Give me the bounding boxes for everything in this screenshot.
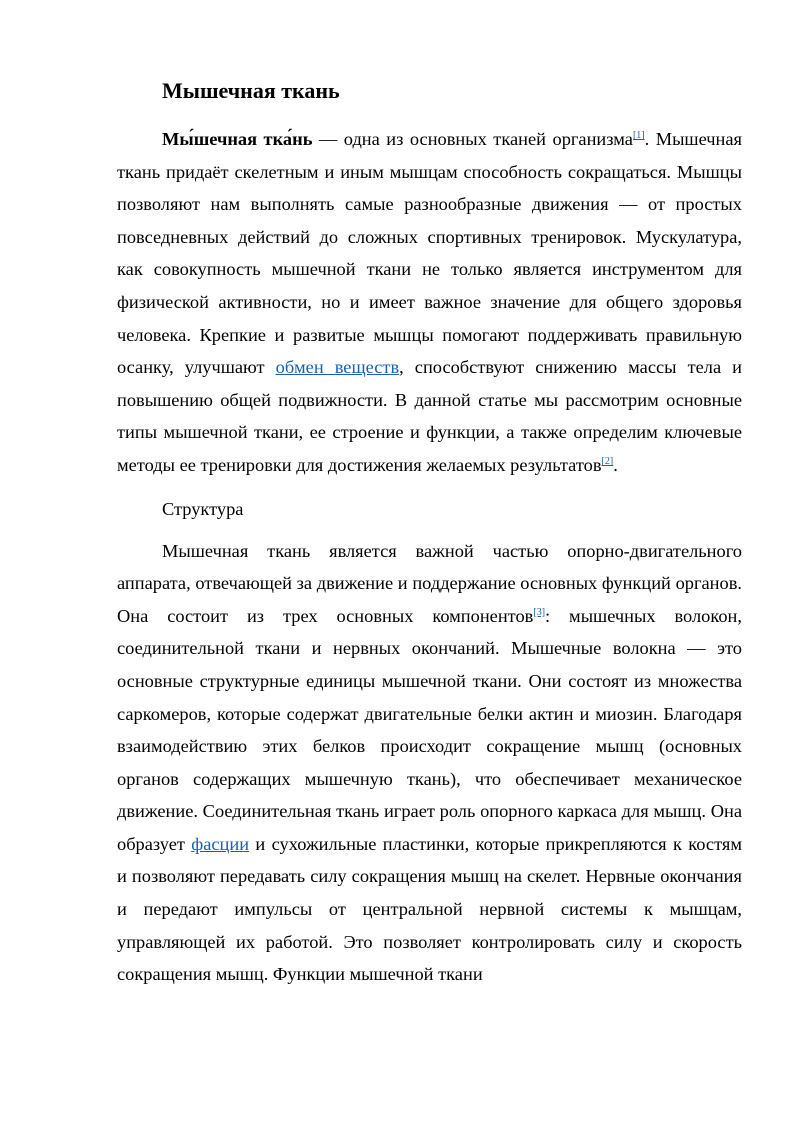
footnote-ref-1[interactable] bbox=[633, 130, 645, 141]
intro-text-4: . bbox=[613, 454, 618, 475]
footnote-link-1[interactable]: [1] bbox=[632, 130, 645, 141]
intro-text-3: , способствуют снижению массы тела и повышению общей подвижности. В данной статье мы рассмотрим основные типы мышечной ткани, ее строение и функции, а также определим ключевые методы ее тренировки для достижения желаемых результатов bbox=[117, 357, 743, 475]
section-heading-structure: Структура bbox=[162, 498, 244, 519]
fascia-link[interactable]: фасции bbox=[191, 833, 250, 854]
document-page bbox=[117, 74, 742, 991]
intro-text-2: . Мышечная ткань придаёт скелетным и иным мышцам способность сокращаться. Мышцы позволяют нам выполнять самые разнообразные движения — от простых повседневных действий до сложных спортивных тренировок. Мускулатура, как совокупность мышечной ткани не только является инструментом для физической активности, но и имеет важное значение для общего здоровья человека. Крепкие и развитые мышцы помогают поддерживать правильную осанку, улучшают bbox=[117, 129, 743, 378]
structure-text-2: : мышечных волокон, соединительной ткани и нервных окончаний. Мышечные волокна — это основные структурные единицы мышечной ткани. Они состоят из множества саркомеров, которые содержат двигательные белки актин и миозин. Благодаря взаимодействию этих белков происходит сокращение мышц (основных органов содержащих мышечную ткань), что обеспечивает механическое движение. Соединительная ткань играет роль опорного каркаса для мышц. Она образует bbox=[117, 605, 742, 854]
intro-text-1: — одна из основных тканей организма bbox=[312, 129, 633, 149]
structure-text-3: и сухожильные пластинки, которые прикрепляются к костям и позволяют передавать силу сокращения мышц на скелет. Нервные окончания и передают импульсы от центральной нервной системы к мышцам, управляющей их работой. Это позволяет контролировать силу и скорость сокращения мышц. Функции мышечной ткани bbox=[117, 833, 742, 985]
footnote-link-2[interactable]: [2] bbox=[601, 455, 614, 467]
article-title: Мышечная ткань bbox=[162, 78, 340, 103]
intro-paragraph bbox=[117, 123, 742, 482]
structure-text-1: Мышечная ткань является важной частью опорно-двигательного аппарата, отвечающей за движение и поддержание основных функций органов. Она состоит из трех основных компонентов bbox=[117, 540, 742, 626]
footnote-ref-3[interactable] bbox=[533, 607, 545, 618]
article-term: Мы́шечная тка́нь bbox=[162, 129, 313, 149]
footnote-link-3[interactable]: [3] bbox=[533, 606, 546, 618]
structure-paragraph bbox=[117, 535, 742, 991]
metabolism-link[interactable]: обмен веществ bbox=[275, 357, 400, 378]
footnote-ref-2[interactable] bbox=[602, 456, 614, 467]
